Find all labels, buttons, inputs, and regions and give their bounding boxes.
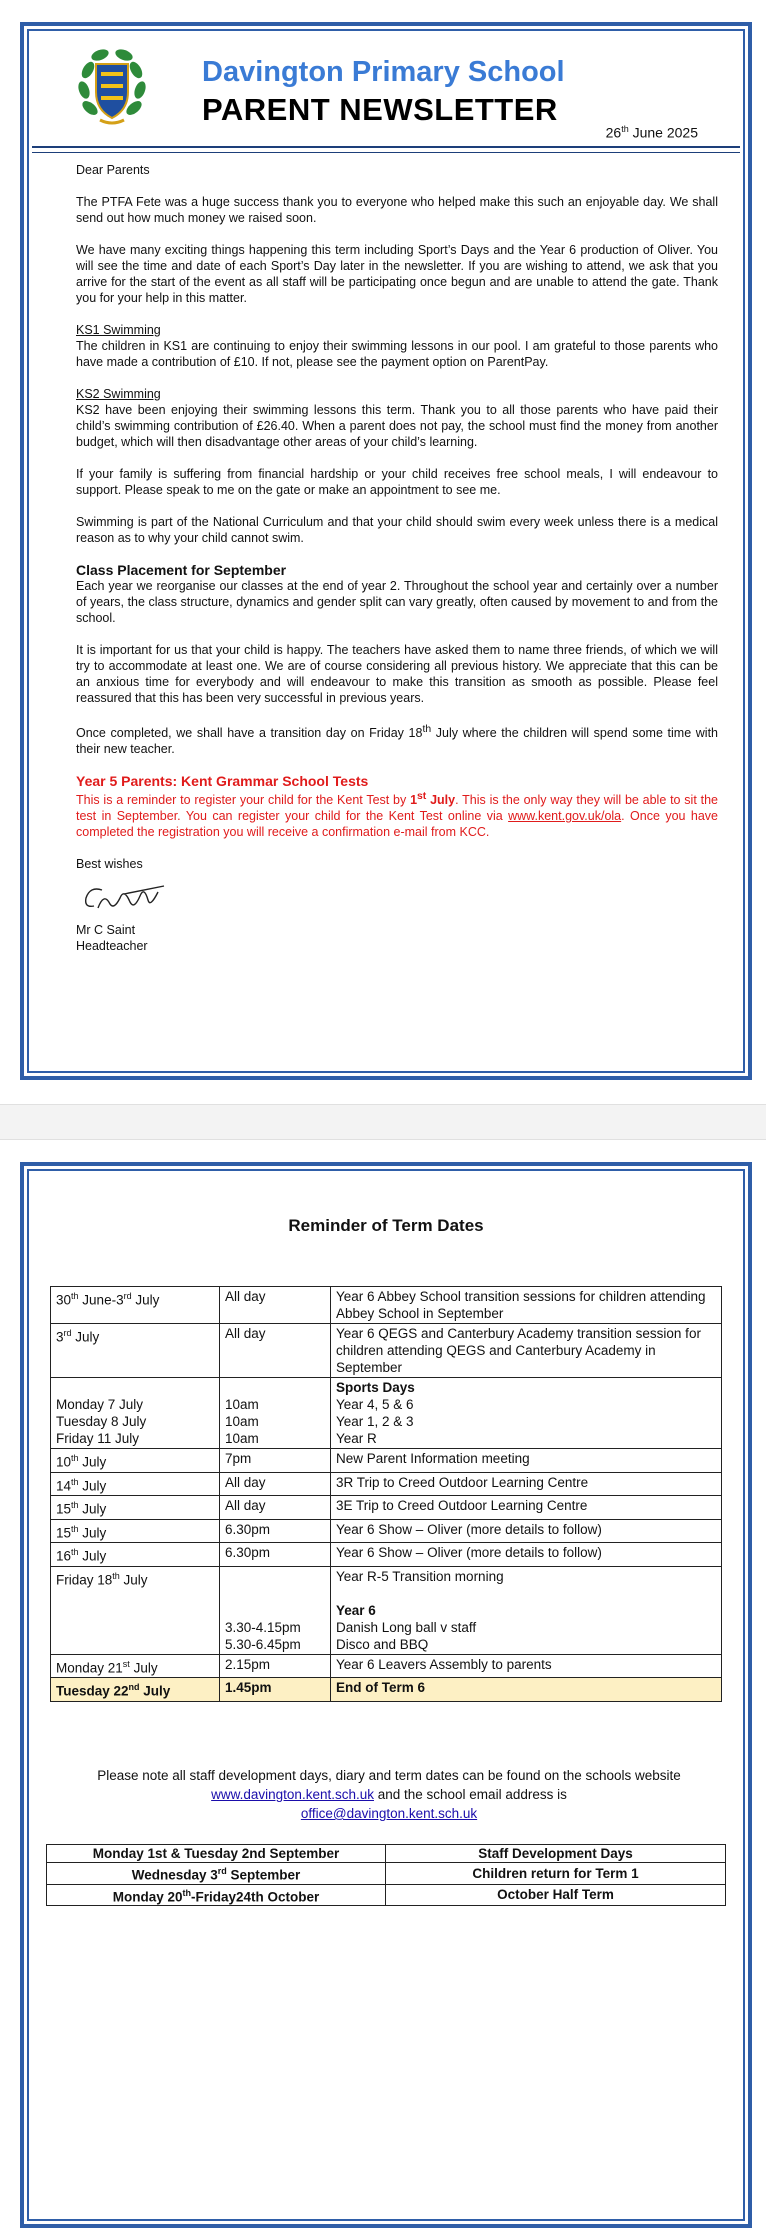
table-row-sports-days [51,1378,722,1449]
row-date [51,1324,220,1378]
date-sup: th [71,1453,79,1463]
development-days-table [46,1844,726,1906]
date-text: -Friday24th October [191,1889,320,1904]
row-date [51,1543,220,1567]
sports-days-heading: Sports Days [336,1380,415,1395]
date-text: July [78,1501,107,1517]
date-sup: rd [63,1328,72,1338]
date-text: 14 [56,1478,72,1493]
date-text: 15 [56,1501,72,1517]
date-sup: nd [128,1682,140,1692]
row-event: End of Term 6 [331,1678,722,1702]
event-text: Year 1, 2 & 3 [336,1414,414,1429]
time-text: 10am [225,1431,259,1446]
heading-ks1: KS1 Swimming [76,323,161,337]
table-row-transition [51,1566,722,1654]
row-date [51,1287,220,1324]
date-text: July [131,1292,160,1308]
date-sup: th [112,1570,120,1581]
time-text: 5.30-6.45pm [225,1636,301,1652]
row-date [51,1654,220,1678]
note-text-end: and the school email address is [373,1787,567,1802]
date-text: July [78,1548,107,1564]
row-time: 6.30pm [220,1519,331,1543]
row-time: 6.30pm [220,1543,331,1567]
row-date [51,1378,220,1449]
time-text: 3.30-4.15pm [225,1619,301,1635]
date-text: July [78,1454,107,1470]
school-name: Davington Primary School [202,56,565,88]
kent-deadline [410,793,455,807]
heading-kent-test: Year 5 Parents: Kent Grammar School Tests [76,773,369,790]
row-time [220,1378,331,1449]
date-sup: th [182,1887,191,1898]
row-time: 2.15pm [220,1654,331,1678]
dev-date [47,1884,386,1906]
event-text: Disco and BBQ [336,1636,429,1652]
time-text: 10am [225,1414,259,1429]
kent-text-end: . Once you have completed the registration you will receive a confirmation e-mail from KCC. [76,809,719,840]
date-text: 3 [56,1329,64,1345]
row-event: Year 6 Show – Oliver (more details to follow) [331,1543,722,1567]
table-row [51,1472,722,1496]
date-text: July [78,1525,107,1540]
transition-text-end: July where the children will spend some time with their new teacher. [76,726,719,757]
row-time: 1.45pm [220,1678,331,1702]
newsletter-title: PARENT NEWSLETTER [202,92,558,127]
row-time: All day [220,1324,331,1378]
date-text: 30 [56,1292,72,1308]
date-text: Tuesday 8 July [56,1414,147,1429]
heading-class-placement: Class Placement for September [76,562,287,578]
newsletter-page-1 [20,22,752,1080]
letter-body [76,162,718,954]
date-text: Friday 11 July [56,1431,140,1446]
date-sup: th [71,1291,79,1301]
paragraph-curriculum: Swimming is part of the National Curriculum and that your child should swim every week unless there is a medical reason as to why your child cannot swim. [76,515,718,545]
row-event: Year 6 Leavers Assembly to parents [331,1654,722,1678]
table-row [51,1654,722,1678]
date-text: Monday 7 July [56,1397,144,1412]
paragraph-class-2: It is important for us that your child is happy. The teachers have asked them to name three friends, of which we will try to accommodate at least one. We are of course considering all previous history. We appreciate that this can be an anxious time for everybody and will endeavour to make this transition as smooth as possible. Please feel reassured that this has been very successful in previous years. [76,643,718,705]
paragraph-hardship: If your family is suffering from financial hardship or your child receives free school meals, I will endeavour to support. Please speak to me on the gate or make an appointment to see me. [76,467,718,497]
date-text: 16 [56,1548,72,1564]
row-time: 7pm [220,1449,331,1473]
kent-text-mid: . This is the only way they will be able to sit the test in September. You can register your child for the Kent Test online via [76,793,718,824]
date-text: July [78,1478,107,1493]
paragraph-transition [76,722,718,757]
row-time: All day [220,1496,331,1520]
kent-test-link[interactable]: www.kent.gov.uk/ola [508,809,622,824]
row-event: Year 6 Abbey School transition sessions for children attending Abbey School in September [331,1287,722,1324]
row-event: Year 6 Show – Oliver (more details to follow) [331,1519,722,1543]
paragraph-ks2: KS2 have been enjoying their swimming lessons this term. Thank you to all those parents who have paid their child’s swimming contribution of £26.40. When a parent does not pay, the school must find the money from another budget, which will then disadvantage other areas of your child’s learning. [76,403,718,449]
dev-date [47,1863,386,1885]
table-row [51,1324,722,1378]
paragraph-fete: The PTFA Fete was a huge success thank you to everyone who helped make this such an enjoyable day. We shall send out how much money we raised soon. [76,195,718,225]
date-sup: th [71,1547,79,1557]
row-event: Year 6 QEGS and Canterbury Academy transition session for children attending QEGS and Canterbury Academy in September [331,1324,722,1378]
newsletter-date [606,124,698,141]
kent-deadline-sup: st [417,791,427,803]
date-text: Monday 21 [56,1660,123,1675]
dev-label: Staff Development Days [386,1845,726,1863]
newsletter-page-2 [20,1162,752,2228]
date-suffix: th [621,124,629,134]
row-time: All day [220,1472,331,1496]
date-sup: rd [123,1291,132,1301]
header-rule [32,146,740,148]
transition-text: Once completed, we shall have a transition day on Friday 18 [76,726,423,741]
date-sup: th [71,1500,79,1510]
table-row [47,1863,726,1885]
date-sup: rd [217,1866,227,1876]
school-website-link[interactable]: www.davington.kent.sch.uk [211,1787,374,1802]
row-date [51,1496,220,1520]
date-text: July [139,1683,171,1699]
row-date [51,1449,220,1473]
paragraph-kent-test [76,789,718,840]
year6-heading: Year 6 [336,1602,376,1618]
date-text: July [119,1572,148,1587]
date-text: Wednesday 3 [131,1867,218,1883]
event-text: Danish Long ball v staff [336,1619,477,1635]
date-sup: th [71,1523,79,1534]
row-event: 3E Trip to Creed Outdoor Learning Centre [331,1496,722,1520]
term-dates-table [50,1286,722,1702]
date-month-year: June 2025 [628,124,698,141]
signature-image [80,878,170,918]
paragraph-events: We have many exciting things happening this term including Sport’s Days and the Year 6 production of Oliver. You will see the time and date of each Sport’s Day later in the newsletter. If you are wishing to attend, we ask that you arrive for the start of the event as all staff will be participating once begun and are unable to attend the gate. Thank you for your help in this matter. [76,243,718,305]
date-text: June-3 [78,1292,124,1308]
paragraph-ks1: The children in KS1 are continuing to enjoy their swimming lessons in our pool. I am grateful to those parents who have made a contribution of £10. If not, please see the payment option on ParentPay. [76,339,718,369]
event-text: Year 4, 5 & 6 [336,1397,414,1412]
signatory-name: Mr C Saint [76,923,136,938]
date-text: Friday 18 [56,1572,113,1587]
greeting: Dear Parents [76,163,150,177]
date-text: 15 [56,1525,72,1540]
kent-deadline-day: 1 [410,793,418,808]
table-row [47,1884,726,1906]
note-text: Please note all staff development days, diary and term dates can be found on the schools website [97,1768,681,1783]
row-event [331,1378,722,1449]
dev-label: Children return for Term 1 [386,1863,726,1885]
event-text: Year R-5 Transition morning [336,1568,504,1584]
row-date [51,1678,220,1702]
website-note [84,1766,694,1823]
table-row [51,1519,722,1543]
time-text: 10am [225,1397,259,1412]
paragraph-class-1: Each year we reorganise our classes at the end of year 2. Throughout the school year and certainly over a number of years, the class structure, dynamics and gender split can vary greatly, often caused by movement to and from the school. [76,579,718,625]
date-day: 26 [605,124,622,141]
table-row [51,1543,722,1567]
event-text: Year R [336,1431,377,1446]
dev-date: Monday 1st & Tuesday 2nd September [47,1845,386,1863]
table-row-end-of-term [51,1678,722,1702]
table-row [47,1845,726,1863]
dev-label: October Half Term [386,1884,726,1906]
school-crest-logo [74,44,150,126]
date-text: Monday 20 [112,1889,183,1904]
school-email-link[interactable]: office@davington.kent.sch.uk [300,1806,478,1821]
transition-sup: th [422,724,432,735]
table-row [51,1287,722,1324]
date-sup: th [71,1476,79,1487]
heading-ks2: KS2 Swimming [76,387,161,401]
row-event: New Parent Information meeting [331,1449,722,1473]
date-text: Tuesday 22 [56,1683,129,1699]
date-text: July [129,1660,158,1675]
page-gap [0,1104,766,1140]
row-event: 3R Trip to Creed Outdoor Learning Centre [331,1472,722,1496]
row-date [51,1472,220,1496]
date-text: July [71,1329,100,1345]
row-time [220,1566,331,1654]
signatory-role: Headteacher [76,939,148,954]
kent-deadline-month: July [426,793,456,808]
date-text: September [226,1867,301,1883]
table-row [51,1449,722,1473]
term-dates-title: Reminder of Term Dates [288,1216,484,1235]
kent-text: This is a reminder to register your child for the Kent Test by [76,793,411,808]
row-date [51,1566,220,1654]
table-row [51,1496,722,1520]
date-text: 10 [56,1454,72,1470]
date-sup: st [122,1658,130,1669]
row-event [331,1566,722,1654]
header-rule-thin [32,152,740,153]
row-time: All day [220,1287,331,1324]
signoff: Best wishes [76,857,143,872]
row-date [51,1519,220,1543]
